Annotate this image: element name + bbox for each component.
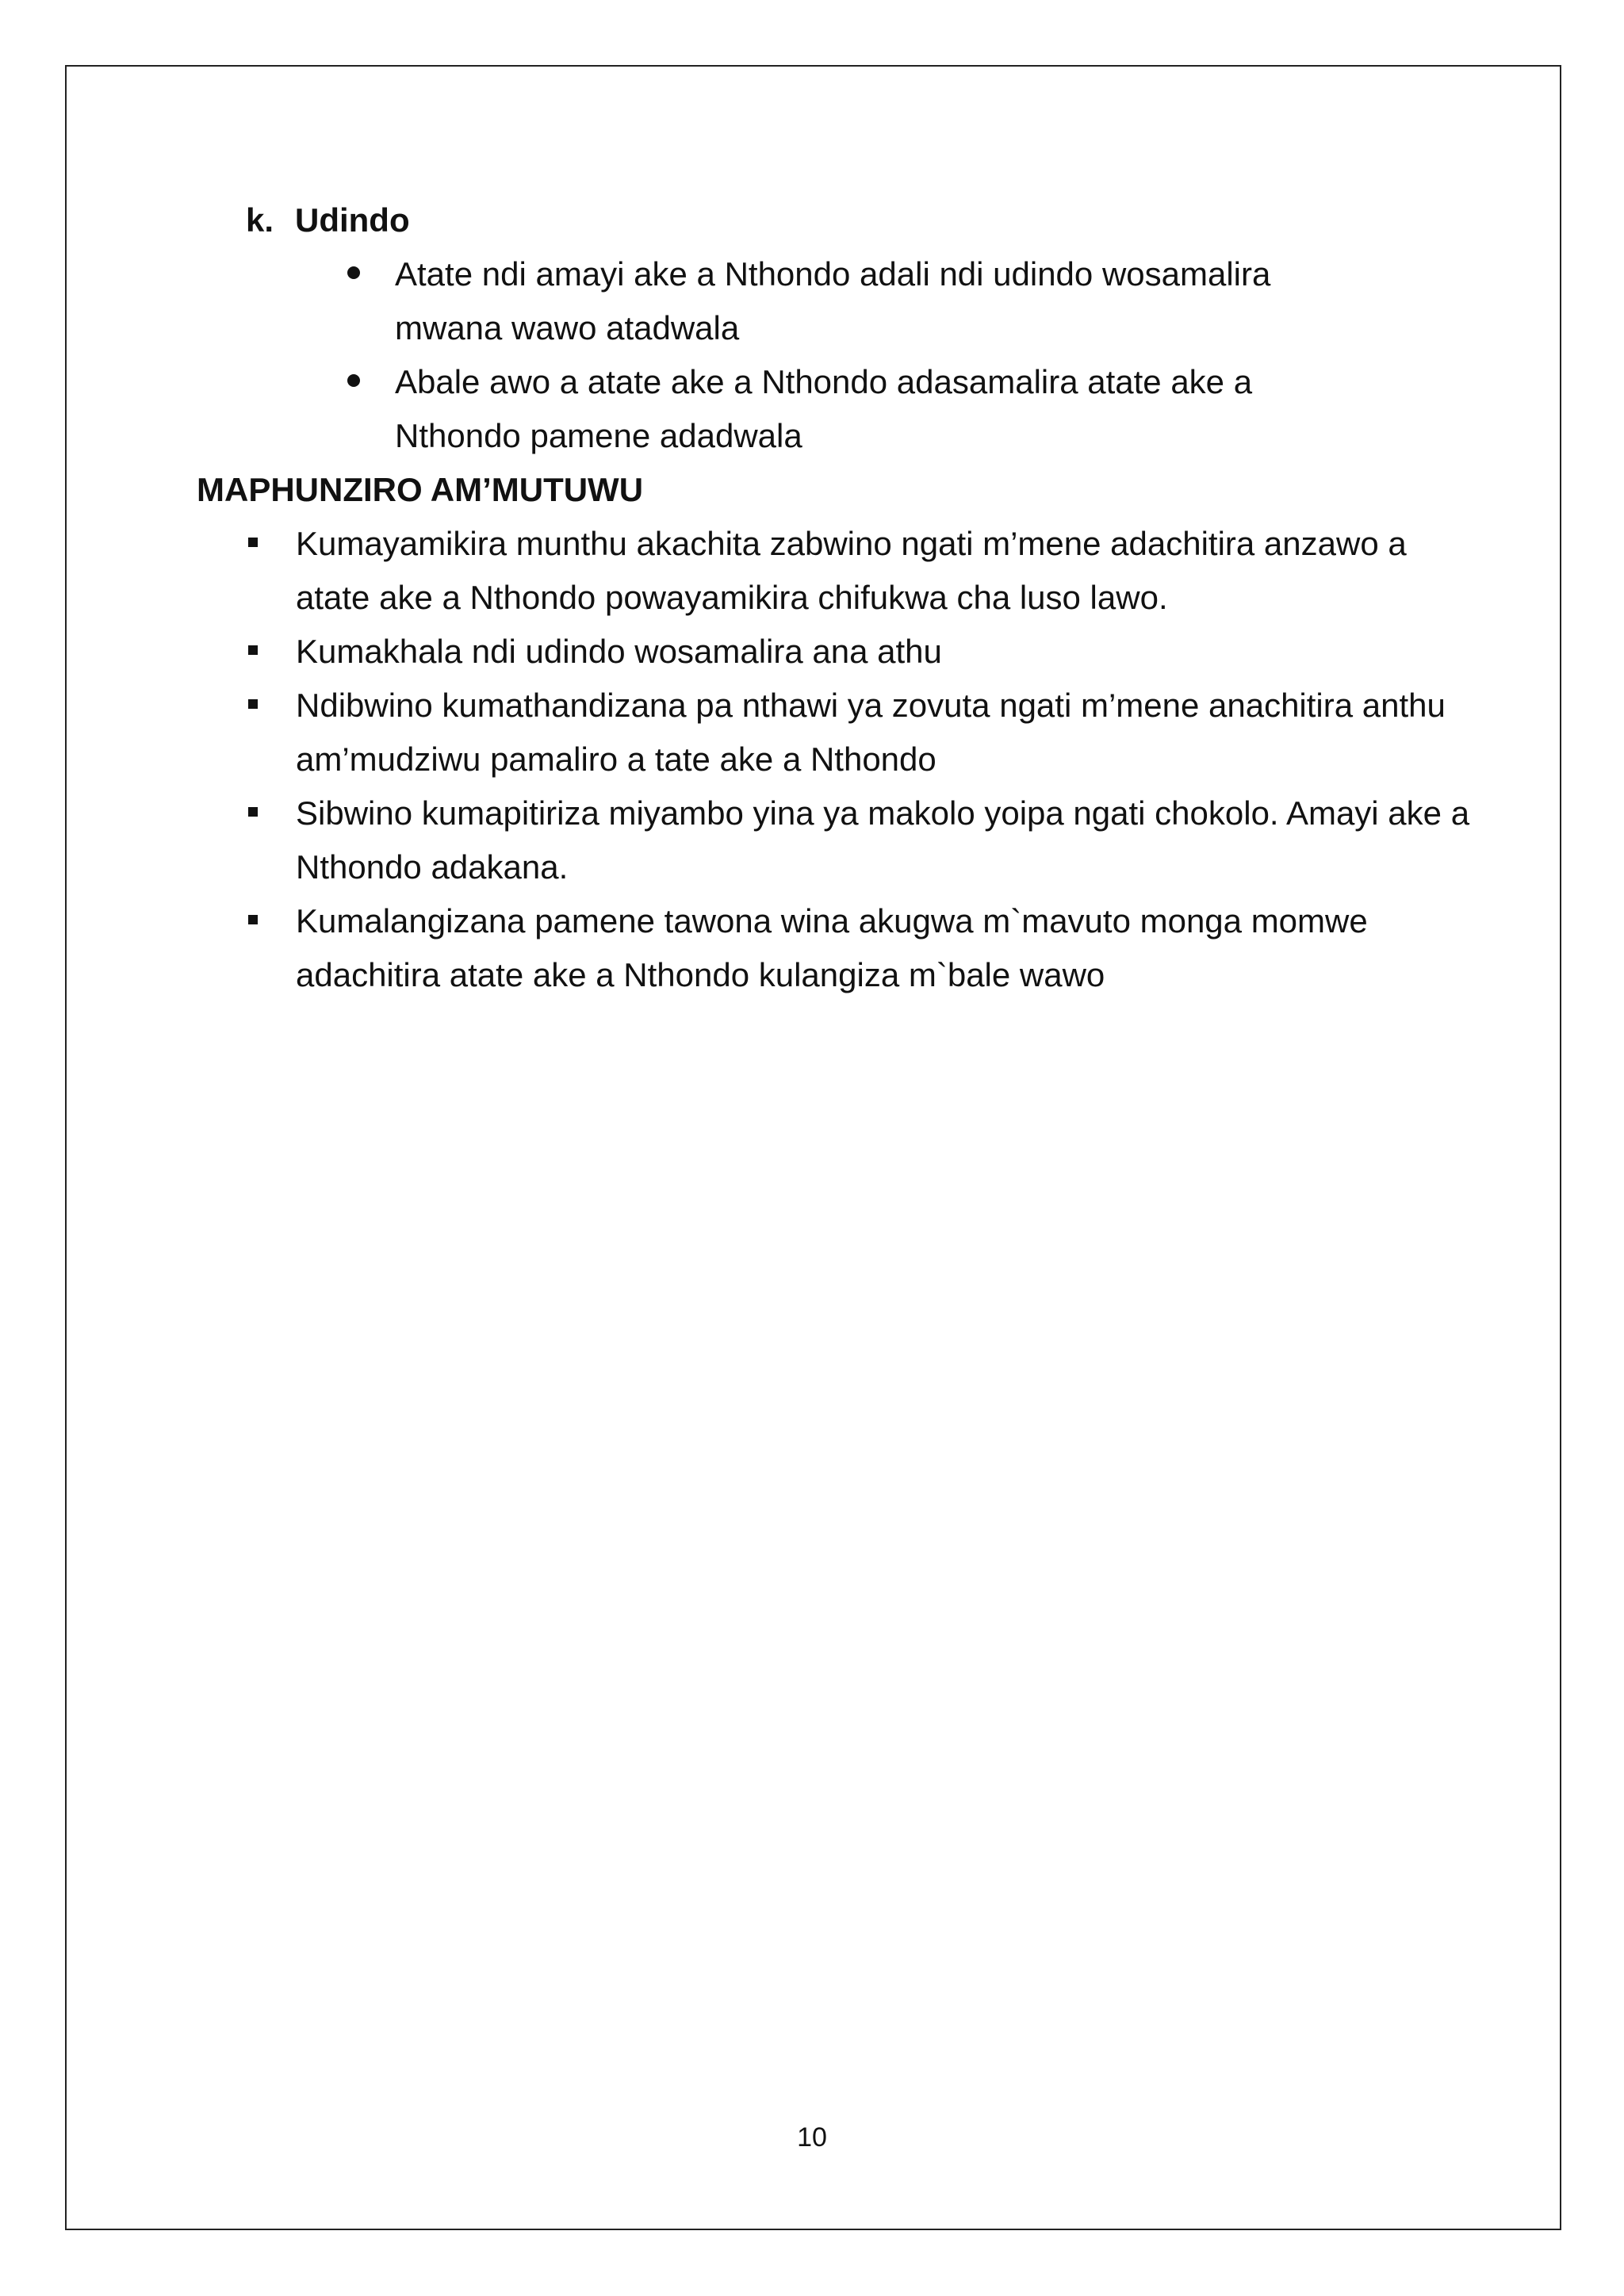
- list-item-text: Kumakhala ndi udindo wosamalira ana athu: [296, 633, 942, 670]
- list-item-text: Ndibwino kumathandizana pa nthawi ya zovuta ngati m’mene anachitira anthu am’mudziwu pamaliro a tate ake a Nthondo: [296, 687, 1446, 778]
- bullet-square-icon: [248, 645, 258, 655]
- bullet-square-icon: [248, 538, 258, 547]
- list-item-text: Kumalangizana pamene tawona wina akugwa m`mavuto monga momwe adachitira atate ake a Nthondo kulangiza m`bale wawo: [296, 902, 1368, 993]
- bullet-square-icon: [248, 699, 258, 709]
- list-item: [248, 625, 1485, 679]
- bullet-dot-icon: [347, 374, 360, 387]
- list-item: [248, 786, 1485, 894]
- lessons-list: [248, 517, 1485, 1002]
- page-number: 10: [797, 2122, 827, 2152]
- section-letter: k.: [246, 201, 274, 239]
- bullet-dot-icon: [347, 266, 360, 279]
- list-item: [248, 679, 1485, 786]
- list-item: [347, 355, 1378, 463]
- section-title-text: Udindo: [295, 201, 410, 239]
- section-title: [246, 193, 410, 247]
- list-item: [248, 517, 1485, 625]
- section-bullet-list: [347, 247, 1378, 463]
- list-item-text: Atate ndi amayi ake a Nthondo adali ndi udindo wosamalira mwana wawo atadwala: [395, 255, 1271, 346]
- list-item: [347, 247, 1378, 355]
- lessons-heading: MAPHUNZIRO AM’MUTUWU: [197, 471, 644, 508]
- list-item-text: Kumayamikira munthu akachita zabwino ngati m’mene adachitira anzawo a atate ake a Nthondo powayamikira chifukwa cha luso lawo.: [296, 525, 1407, 616]
- list-item-text: Abale awo a atate ake a Nthondo adasamalira atate ake a Nthondo pamene adadwala: [395, 363, 1253, 454]
- list-item: [248, 894, 1485, 1002]
- list-item-text: Sibwino kumapitiriza miyambo yina ya makolo yoipa ngati chokolo. Amayi ake a Nthondo adakana.: [296, 794, 1470, 886]
- bullet-square-icon: [248, 807, 258, 817]
- bullet-square-icon: [248, 915, 258, 924]
